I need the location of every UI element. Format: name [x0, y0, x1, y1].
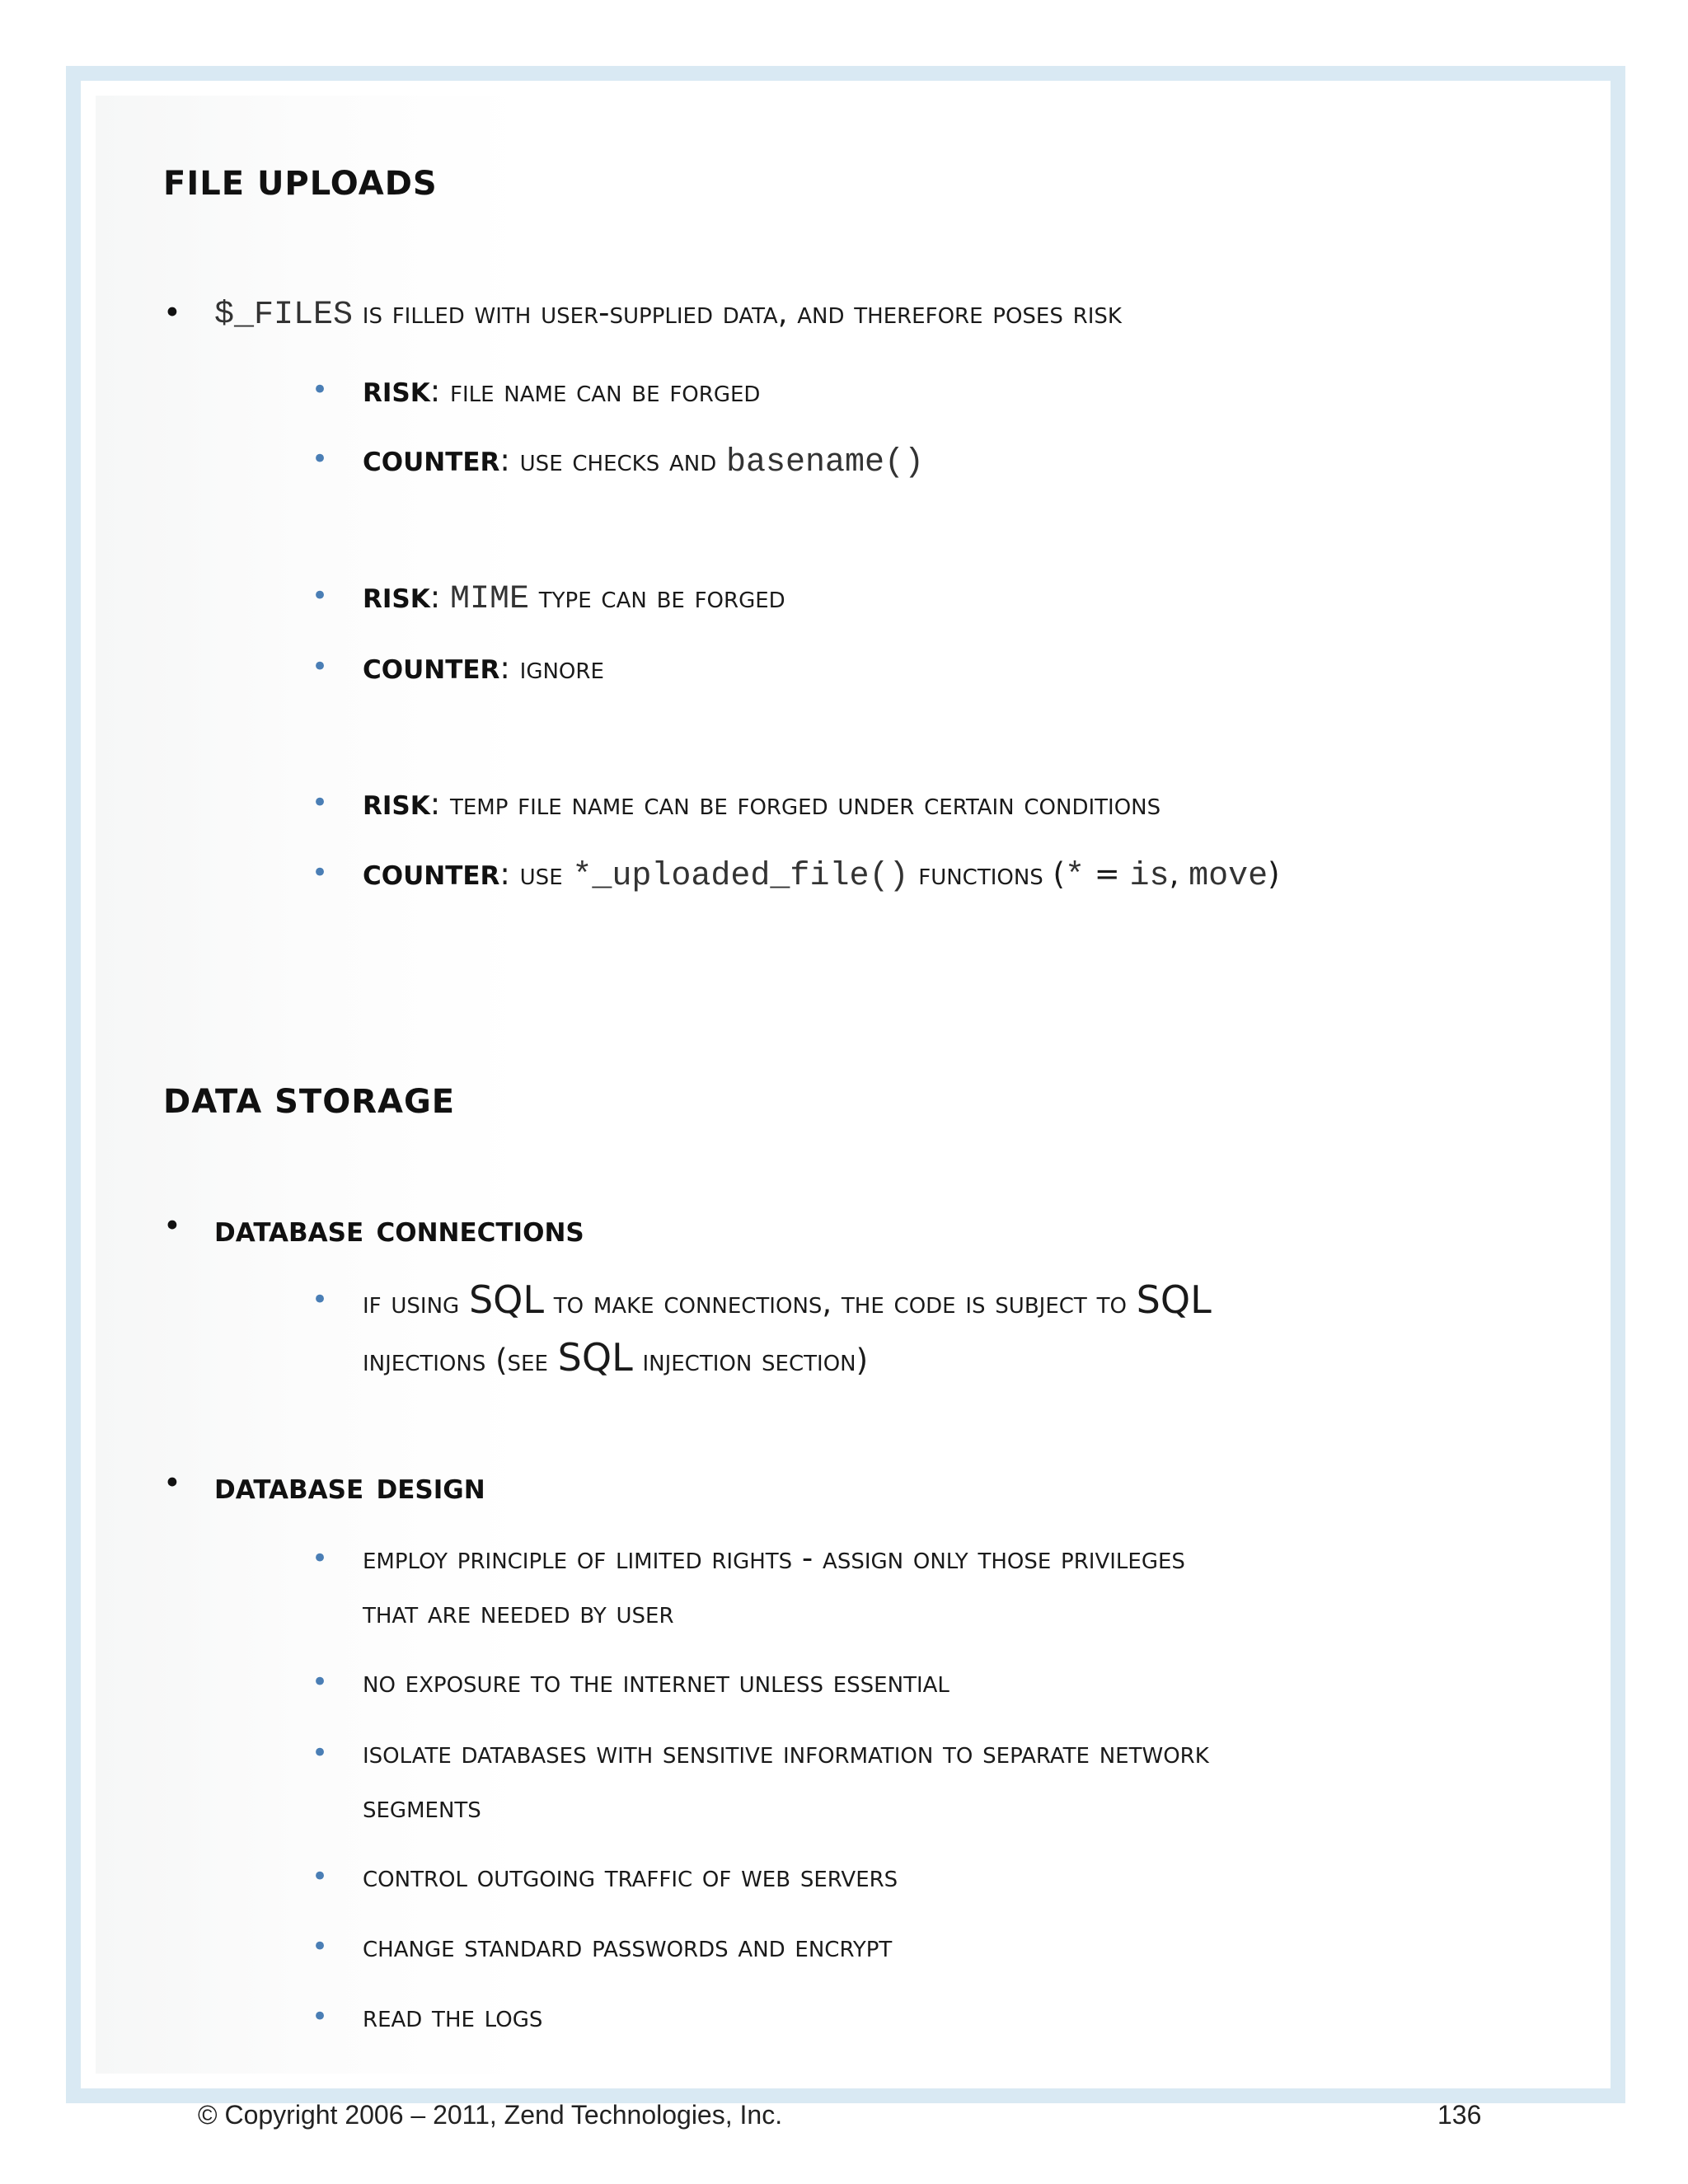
sub-bullet-icon: • [312, 2000, 329, 2033]
list-item-text [363, 1726, 1599, 1835]
sub-bullet-icon: • [312, 443, 329, 476]
sub-bullet-icon: • [312, 1736, 329, 1769]
line-1: employ principle of limited rights - assign only those privileges [363, 1540, 1185, 1576]
sub-bullet-icon: • [312, 1542, 329, 1575]
text-sql: SQL [468, 1277, 544, 1322]
sub-bullet-icon: • [312, 1930, 329, 1963]
group-title-database-connections: database connections [214, 1208, 584, 1250]
text-fragment: if using [363, 1285, 469, 1320]
list-item-text: counter: use *_uploaded_file() functions (* = is, move) [363, 851, 1280, 895]
list-item-text: counter: ignore [363, 645, 604, 687]
section-heading-data-storage: DATA STORAGE [163, 1083, 456, 1121]
sub-bullet-icon: • [312, 1666, 329, 1699]
list-item-text: risk: MIME type can be forged [363, 574, 785, 618]
list-item-text [363, 1272, 1599, 1388]
sub-bullet-icon: • [312, 786, 329, 819]
list-item-text: change standard passwords and encrypt [363, 1929, 893, 1964]
page-panel [96, 96, 1596, 2074]
line-1: isolate databases with sensitive information to separate network [363, 1735, 1209, 1770]
code-star: * [1065, 858, 1085, 895]
list-item-text: control outgoing traffic of web servers [363, 1858, 898, 1894]
files-description: is filled with user-supplied data, and therefore poses risk [362, 295, 1122, 330]
bullet-icon: • [163, 1465, 181, 1501]
copyright-text: © Copyright 2006 – 2011, Zend Technologies, Inc. [198, 2100, 783, 2130]
code-is: is [1129, 858, 1170, 895]
text-fragment: to make connections, the code is subject to [544, 1285, 1137, 1320]
counter-label: counter [363, 438, 500, 480]
code-move: move [1189, 858, 1268, 895]
group-title-database-design: database design [214, 1465, 485, 1507]
risk-label: risk [363, 781, 430, 823]
sub-bullet-icon: • [312, 579, 329, 612]
text-fragment: injections (see [363, 1343, 558, 1378]
counter-text: ignore [519, 650, 604, 686]
counter-label: counter [363, 645, 500, 687]
sub-bullet-icon: • [312, 1860, 329, 1893]
code-basename: basename() [726, 444, 925, 481]
list-item-text [363, 1531, 1599, 1640]
code-uploaded-file: *_uploaded_file() [572, 858, 909, 895]
sub-bullet-icon: • [312, 650, 329, 683]
risk-label: risk [363, 574, 430, 616]
counter-text: use [519, 856, 563, 892]
risk-text: file name can be forged [450, 373, 761, 409]
equals-sign: = [1085, 856, 1130, 892]
list-item-text [214, 295, 1122, 335]
text-sql: SQL [1136, 1277, 1212, 1322]
code-mime: MIME [450, 581, 530, 618]
list-item-text: risk: temp file name can be forged under certain conditions [363, 781, 1161, 823]
risk-text: type can be forged [538, 579, 785, 615]
counter-label: counter [363, 851, 500, 893]
line-2: that are needed by user [363, 1595, 674, 1630]
page-frame [66, 66, 1625, 2103]
page-footer [0, 2100, 1688, 2133]
page-number: 136 [1437, 2100, 1482, 2130]
code-files: $_FILES [214, 297, 354, 334]
sub-bullet-icon: • [312, 373, 329, 406]
list-item-text: risk: file name can be forged [363, 368, 761, 410]
list-item-text: read the logs [363, 1999, 543, 2034]
counter-functions: functions ( [918, 856, 1065, 892]
risk-label: risk [363, 368, 430, 410]
list-item-text: no exposure to the internet unless essential [363, 1664, 950, 1699]
text-sql: SQL [557, 1335, 633, 1380]
risk-text: temp file name can be forged under certain conditions [450, 786, 1161, 822]
counter-text: use checks and [519, 443, 717, 478]
line-2: segments [363, 1789, 481, 1825]
list-item-text: counter: use checks and basename() [363, 438, 925, 481]
text-fragment: injection section) [632, 1343, 869, 1378]
close-paren: ) [1268, 856, 1280, 892]
comma: , [1169, 856, 1189, 892]
bullet-icon: • [163, 295, 181, 330]
bullet-icon: • [163, 1208, 181, 1244]
section-heading-file-uploads: FILE UPLOADS [163, 165, 438, 203]
sub-bullet-icon: • [312, 856, 329, 889]
sub-bullet-icon: • [312, 1283, 329, 1316]
